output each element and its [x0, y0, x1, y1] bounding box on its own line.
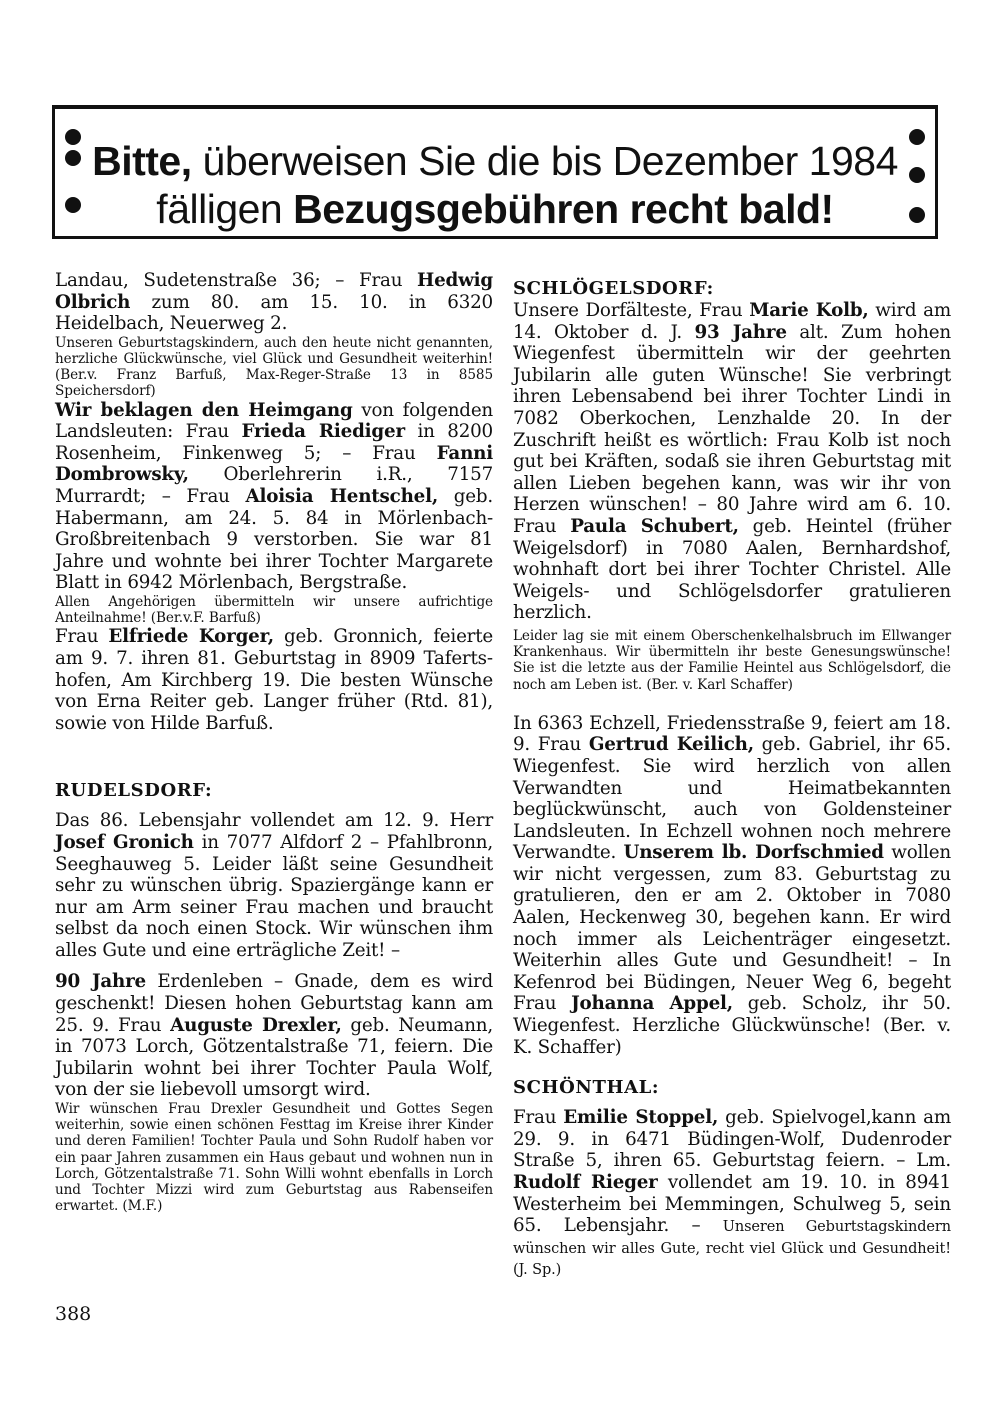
- payment-reminder-banner: [52, 105, 938, 239]
- body-text: zum 80. am 15. 10. in 6320 Heidelbach, Neuerweg 2.: [55, 291, 493, 335]
- left-column: [55, 270, 493, 1214]
- body-text: wird am 14. Oktober d. J.: [513, 300, 951, 343]
- bold-name-text: Josef Gronich: [55, 831, 194, 853]
- body-text: von folgenden Landsleuten: Frau: [55, 399, 494, 443]
- paragraph-text: [513, 1107, 951, 1236]
- body-text: Das 86. Lebensjahr vollendet am 12. 9. Herr: [55, 810, 493, 832]
- article-paragraph: [55, 810, 493, 961]
- bold-name-text: Paula Schubert,: [570, 515, 739, 537]
- bold-name-text: 90 Jahre: [55, 971, 146, 993]
- body-text: geb. Heintel (früher Weigelsdorf) in 7080 Aalen, Bernhardshof, wohnhaft dort bei ihrer Tochter Christel. Alle Weigels- und Schlögelsdorfer gratulieren herzlich.: [513, 515, 951, 624]
- bold-name-text: 93 Jahre: [694, 321, 787, 343]
- article-paragraph: [513, 1107, 951, 1280]
- bold-name-text: Marie Kolb,: [749, 300, 869, 321]
- banner-line-1-rest: überweisen Sie die bis Dezember 1984: [191, 138, 898, 184]
- banner-line-1: [55, 138, 935, 185]
- small-print-paragraph: Leider lag sie mit einem Oberschenkelhalsbruch im Ellwanger Krankenhaus. Wir übermitteln ihr beste Genesungswünsche! Sie ist die letzte aus der Familie Heintel aus Schlögelsdorf, die noch am Leben ist. (Ber. v. Karl Schaffer): [513, 627, 951, 693]
- small-print-tail: Unseren Geburtstagskindern wünschen wir alles Gute, recht viel Glück und Gesundheit! (J. Sp.): [513, 1219, 951, 1279]
- small-print-paragraph: Wir wünschen Frau Drexler Gesundheit und Gottes Segen weiterhin, sowie einen schönen Festtag im Kreise ihrer Kinder und deren Familien! Tochter Paula und Sohn Rudolf haben vor ein paar Jahren zusammen ein Haus gebaut und wohnen nun in Lorch, Götzentalstraße 71. Sohn Willi wohnt ebenfalls in Lorch und Tochter Mizzi wird zum Geburtstag aus Rabenseifen erwartet. (M.F.): [55, 1101, 493, 1215]
- banner-line-2-start: fälligen: [156, 186, 294, 232]
- bold-name-text: Fanni Dombrowsky,: [55, 442, 493, 486]
- body-text: geb. Gronnich, feierte am 9. 7. ihren 81. Geburtstag in 8909 Tafertshofen, Am Kirchberg 19. Die besten Wünsche von Erna Reiter geb. Langer früher (Rtd. 81), sowie von Hilde Barfuß.: [55, 626, 493, 734]
- body-text: geb. Habermann, am 24. 5. 84 in Mörlenbach-Großbreitenbach 9 verstorben. Sie war 81 Jahre und wohnte bei ihrer Tochter Margarete Blatt in 6942 Mörlenbach, Bergstraße.: [55, 485, 493, 594]
- body-text: in 7077 Alfdorf 2 – Pfahlbronn, Seeghauweg 5. Leider läßt seine Gesundheit sehr zu wünschen übrig. Spaziergänge kann er nur am Arm seiner Frau machen und braucht selbst da noch einen Stock. Wir wünschen ihm alles Gute und eine erträgliche Zeit! –: [55, 831, 493, 961]
- page-number: 388: [55, 1303, 92, 1325]
- article-paragraph: [55, 270, 493, 335]
- bold-name-text: Frieda Riediger: [241, 421, 405, 443]
- body-text: Erdenleben – Gnade, dem es wird geschenkt! Diesen hohen Geburtstag kann am 25. 9. Frau: [55, 971, 493, 1036]
- body-text: Frau: [513, 1107, 564, 1129]
- article-paragraph: [513, 300, 951, 624]
- bold-name-text: Emilie Stoppel,: [563, 1107, 719, 1129]
- body-text: geb. Spielvogel,kann am 29. 9. in 6471 Büdingen-Wolf, Dudenroder Straße 5, ihren 65. Geburtstag feiern. – Lm.: [513, 1107, 951, 1172]
- bold-name-text: Wir beklagen den Heimgang: [55, 399, 353, 421]
- body-text: in 8200 Rosenheim, Finkenweg 5; – Frau: [55, 421, 493, 464]
- banner-line-2-bold: Bezugsgebühren recht bald!: [293, 186, 834, 232]
- body-text: Unsere Dorfälteste, Frau: [513, 300, 750, 321]
- body-text: Frau: [55, 626, 109, 648]
- bold-name-text: Auguste Drexler,: [170, 1014, 342, 1036]
- bold-name-text: Johanna Appel,: [571, 993, 733, 1015]
- section-heading-schoenthal: SCHÖNTHAL:: [513, 1077, 660, 1099]
- right-column: [513, 270, 951, 1280]
- body-text: wollen wir nicht vergessen, zum 83. Geburtstag zu gratulieren, den er am 2. Oktober in 7080 Aalen, Heckenweg 30, begehen kann. Er wird noch immer als Leichenträger eingesetzt. Weiterhin alles Gute und Gesundheit! – In Kefenrod bei Büdingen, Neuer Weg 6, begeht Frau: [513, 842, 951, 1015]
- bold-name-text: Gertrud Keilich,: [588, 734, 754, 756]
- article-paragraph: [513, 713, 951, 1059]
- obituary-paragraph: [55, 400, 493, 594]
- bold-name-text: Rudolf Rieger: [513, 1172, 658, 1193]
- body-text: Oberlehrerin i.R., 7157 Murrardt; – Frau: [55, 464, 493, 507]
- banner-line-1-bold: Bitte,: [92, 138, 192, 184]
- small-print-paragraph: Unseren Geburtstagskindern, auch den heute nicht genannten, herzliche Glückwünsche, viel Glück und Gesundheit weiterhin! (Ber.v. Franz Barfuß, Max-Reger-Straße 13 in 8585 Speichersdorf): [55, 334, 493, 400]
- body-text: vollendet am 19. 10. in 8941 Westerheim bei Memmingen, Schulweg 5, sein 65. Lebensjahr. –: [513, 1172, 951, 1237]
- bold-name-text: Hedwig Olbrich: [55, 270, 493, 313]
- body-text: Landau, Sudetenstraße 36; – Frau: [55, 270, 418, 291]
- bold-name-text: Unserem lb. Dorfschmied: [623, 842, 884, 864]
- bold-name-text: Elfriede Korger,: [108, 626, 274, 648]
- body-text: In 6363 Echzell, Friedensstraße 9, feiert am 18. 9. Frau: [513, 712, 951, 756]
- small-print-paragraph: Allen Angehörigen übermitteln wir unsere aufrichtige Anteilnahme! (Ber.v.F. Barfuß): [55, 593, 493, 627]
- section-heading-schloegelsdorf: SCHLÖGELSDORF:: [513, 278, 714, 299]
- article-paragraph: [55, 971, 493, 1101]
- bold-name-text: Aloisia Hentschel,: [245, 485, 439, 507]
- body-text: geb. Neumann, in 7073 Lorch, Götzentalstraße 71, feiern. Die Jubilarin wohnt bei ihrer Tochter Paula Wolf, von der sie liebevoll umsorgt wird.: [55, 1014, 493, 1101]
- section-heading-rudelsdorf: RUDELSDORF:: [55, 780, 213, 802]
- banner-line-2: [55, 186, 935, 233]
- body-text: geb. Gabriel, ihr 65. Wiegenfest. Sie wird herzlich von allen Verwandten und Heimatbekannten beglückwünscht, auch von Goldensteiner Landsleuten. In Echzell wohnen noch mehrere Verwandte.: [513, 734, 951, 864]
- article-paragraph: [55, 626, 493, 734]
- body-text: geb. Scholz, ihr 50. Wiegenfest. Herzliche Glückwünsche! (Ber. v. K. Schaffer): [513, 993, 951, 1058]
- body-text: alt. Zum hohen Wiegenfest übermitteln wir der geehrten Jubilarin alle guten Wünsche! Sie verbringt ihren Lebensabend bei ihrer Tochter Lindi in 7082 Oberkochen, Lenzhalde 20. In der Zuschrift heißt es wörtlich: Frau Kolb ist noch gut bei Kräften, sodaß sie ihren Geburtstag mit allen Lieben begehen kann, was wir ihr von Herzen wünschen! – 80 Jahre wird am 6. 10. Frau: [513, 321, 951, 537]
